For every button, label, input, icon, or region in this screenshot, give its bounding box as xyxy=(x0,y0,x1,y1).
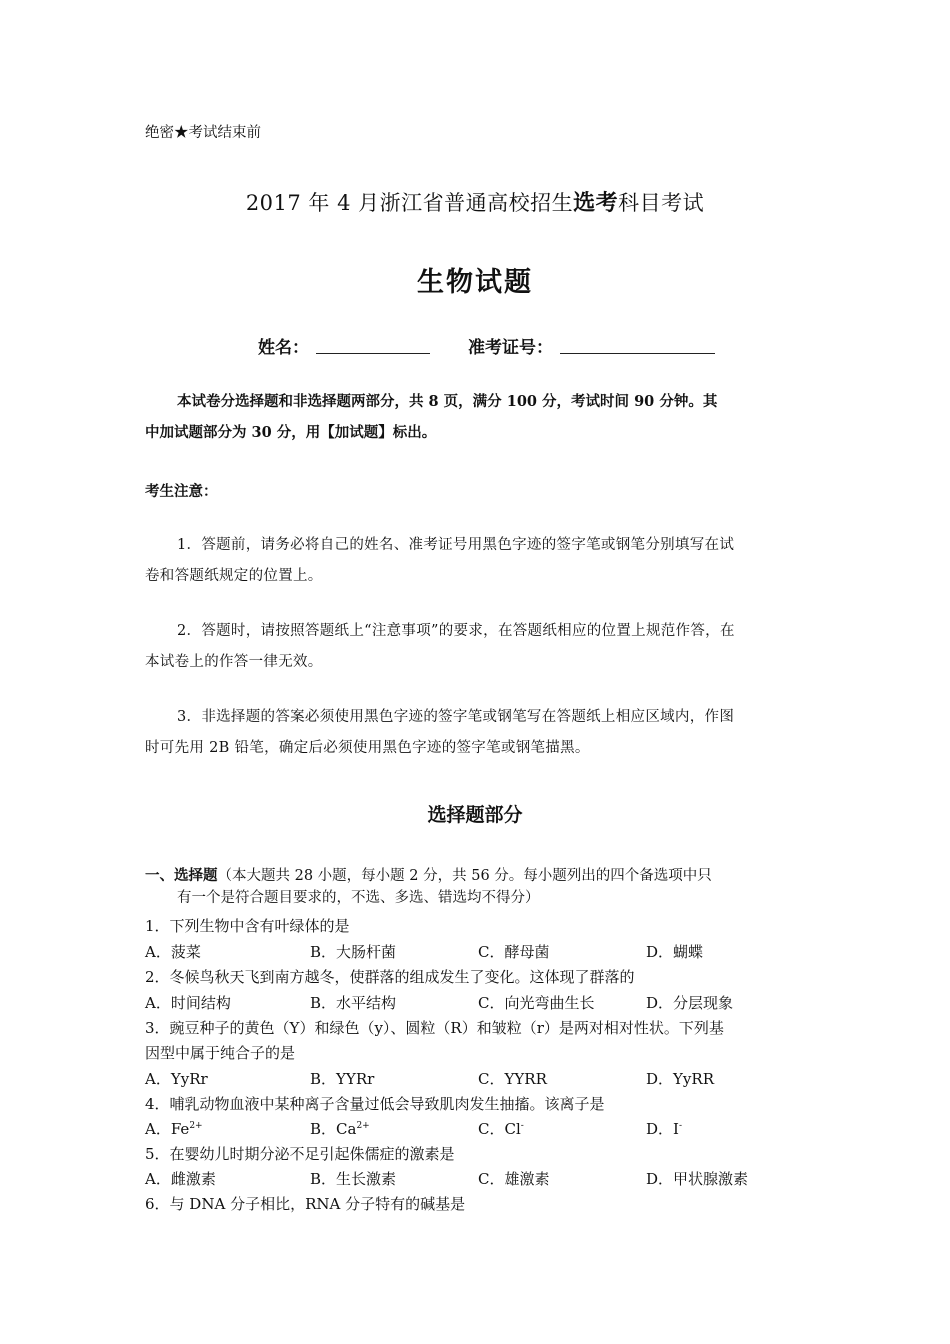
notice-item-3-line-1: 3．非选择题的答案必须使用黑色字迹的签字笔或钢笔写在答题纸上相应区域内，作图 xyxy=(177,709,735,725)
exam-title xyxy=(0,186,950,217)
intro-line-2: 中加试题部分为 30 分，用【加试题】标出。 xyxy=(145,424,437,441)
notice-item-2-line-2: 本试卷上的作答一律无效。 xyxy=(145,654,323,670)
option-d: D．YyRR xyxy=(646,1070,714,1088)
option-c: C．向光弯曲生长 xyxy=(478,994,595,1012)
exam-title-part-c: 科目考试 xyxy=(618,191,705,215)
notice-item-3-line-2: 时可先用 2B 铅笔，确定后必须使用黑色字迹的签字笔或钢笔描黑。 xyxy=(145,740,590,756)
option-b-charge: 2+ xyxy=(356,1121,370,1131)
section-heading-label: 一、选择题 xyxy=(145,867,218,884)
option-b: B．生长激素 xyxy=(310,1170,397,1188)
option-d xyxy=(646,1118,682,1139)
notice-item-1-line-1: 1．答题前，请务必将自己的姓名、准考证号用黑色字迹的签字笔或钢笔分别填写在试 xyxy=(177,537,735,553)
option-c-base: C．Cl xyxy=(478,1120,521,1138)
option-c: C．YYRR xyxy=(478,1070,547,1088)
question-stem: 2．冬候鸟秋天飞到南方越冬，使群落的组成发生了变化。这体现了群落的 xyxy=(145,968,635,986)
section-heading xyxy=(145,865,810,909)
option-b: B．大肠杆菌 xyxy=(310,943,397,961)
subject-title: 生物试题 xyxy=(417,267,533,298)
secret-mark: 绝密★考试结束前 xyxy=(145,125,261,141)
id-blank[interactable] xyxy=(560,353,715,354)
option-a: A．YyRr xyxy=(145,1070,208,1088)
option-b-base: B．Ca xyxy=(310,1120,357,1138)
option-b xyxy=(310,1118,370,1139)
option-a-charge: 2+ xyxy=(189,1121,203,1131)
option-a: A．菠菜 xyxy=(145,943,201,961)
section-heading-line-2: 有一个是符合题目要求的，不选、多选、错选均不得分） xyxy=(177,890,540,906)
option-d-base: D．I xyxy=(646,1120,679,1138)
option-d: D．甲状腺激素 xyxy=(646,1170,749,1188)
option-a xyxy=(145,1118,203,1139)
question-stem: 6．与 DNA 分子相比，RNA 分子特有的碱基是 xyxy=(145,1195,466,1213)
intro-line-1: 本试卷分选择题和非选择题两部分，共 8 页，满分 100 分，考试时间 90 分钟。其 xyxy=(177,393,718,410)
option-a-base: A．Fe xyxy=(145,1120,190,1138)
option-d-charge: - xyxy=(678,1121,682,1131)
notice-item-2 xyxy=(145,616,805,678)
option-d: D．分层现象 xyxy=(646,994,734,1012)
question-stem: 4．哺乳动物血液中某种离子含量过低会导致肌肉发生抽搐。该离子是 xyxy=(145,1095,605,1113)
notice-item-1 xyxy=(145,530,805,592)
question-stem: 3．豌豆种子的黄色（Y）和绿色（y）、圆粒（R）和皱粒（r）是两对相对性状。下列基 xyxy=(145,1019,724,1037)
section-title: 选择题部分 xyxy=(427,804,523,826)
question-stem-continued: 因型中属于纯合子的是 xyxy=(145,1044,296,1062)
option-c: C．酵母菌 xyxy=(478,943,550,961)
section-heading-line-1 xyxy=(145,865,810,887)
option-b: B．YYRr xyxy=(310,1070,375,1088)
option-a: A．时间结构 xyxy=(145,994,231,1012)
notice-item-1-line-2: 卷和答题纸规定的位置上。 xyxy=(145,568,323,584)
option-c: C．雄激素 xyxy=(478,1170,550,1188)
option-d: D．蝴蝶 xyxy=(646,943,704,961)
notice-item-2-line-1: 2．答题时，请按照答题纸上“注意事项”的要求，在答题纸相应的位置上规范作答，在 xyxy=(177,623,735,639)
option-a: A．雌激素 xyxy=(145,1170,216,1188)
section-heading-rest: （本大题共 28 小题，每小题 2 分，共 56 分。每小题列出的四个备选项中只 xyxy=(217,868,712,884)
id-label: 准考证号： xyxy=(468,338,553,358)
question-stem: 1．下列生物中含有叶绿体的是 xyxy=(145,917,350,935)
exam-title-emphasis: 选考 xyxy=(573,190,619,216)
option-c-charge: - xyxy=(520,1121,524,1131)
exam-title-part-a: 2017 年 4 月浙江省普通高校招生 xyxy=(245,191,574,215)
question-stem: 5．在婴幼儿时期分泌不足引起侏儒症的激素是 xyxy=(145,1145,455,1163)
notice-item-3 xyxy=(145,702,805,764)
name-blank[interactable] xyxy=(316,353,430,354)
notice-title: 考生注意： xyxy=(145,483,218,500)
intro-paragraph xyxy=(145,386,805,448)
option-b: B．水平结构 xyxy=(310,994,397,1012)
name-label: 姓名： xyxy=(258,338,309,358)
option-c xyxy=(478,1118,524,1139)
